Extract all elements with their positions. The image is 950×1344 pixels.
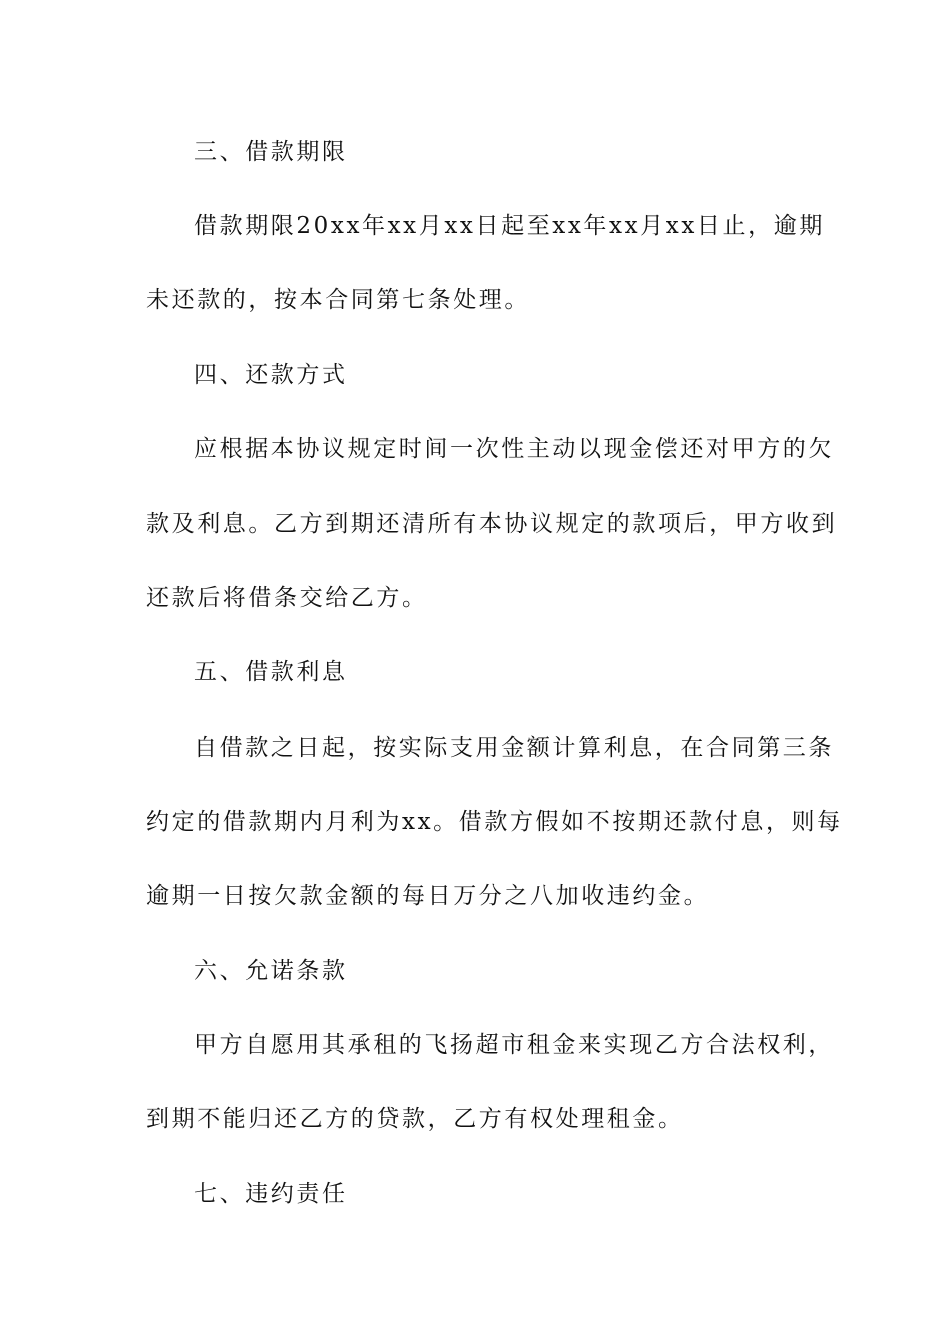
paragraph-line: 借款期限20xx年xx月xx日起至xx年xx月xx日止，逾期 bbox=[194, 213, 825, 239]
paragraph-line: 应根据本协议规定时间一次性主动以现金偿还对甲方的欠 bbox=[194, 436, 834, 462]
paragraph-line: 逾期一日按欠款金额的每日万分之八加收违约金。 bbox=[146, 883, 710, 909]
section-heading-term: 三、借款期限 bbox=[194, 139, 348, 165]
paragraph-line: 未还款的，按本合同第七条处理。 bbox=[146, 287, 530, 313]
paragraph-line: 到期不能归还乙方的贷款，乙方有权处理租金。 bbox=[146, 1106, 684, 1132]
paragraph-line: 约定的借款期内月利为xx。借款方假如不按期还款付息，则每 bbox=[146, 809, 843, 835]
section-heading-commitment: 六、允诺条款 bbox=[194, 958, 348, 984]
paragraph-line: 还款后将借条交给乙方。 bbox=[146, 585, 428, 611]
section-heading-interest: 五、借款利息 bbox=[194, 659, 348, 685]
paragraph-line: 款及利息。乙方到期还清所有本协议规定的款项后，甲方收到 bbox=[146, 511, 838, 537]
section-heading-liability: 七、违约责任 bbox=[194, 1181, 348, 1207]
paragraph-line: 自借款之日起，按实际支用金额计算利息，在合同第三条 bbox=[194, 735, 834, 761]
section-heading-repayment: 四、还款方式 bbox=[194, 362, 348, 388]
paragraph-line: 甲方自愿用其承租的飞扬超市租金来实现乙方合法权利， bbox=[194, 1032, 834, 1058]
